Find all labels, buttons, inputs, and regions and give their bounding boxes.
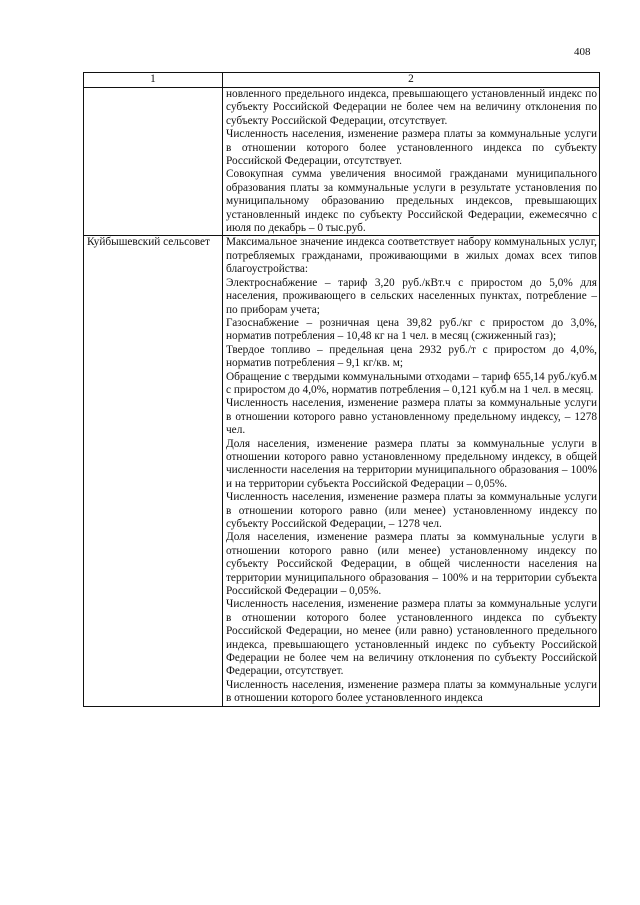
paragraph: Электроснабжение – тариф 3,20 руб./кВт.ч с приростом до 5,0% для населения, проживающего в сельских населенных пунктах, потребление – по приборам учета; <box>226 276 597 316</box>
column-header-2: 2 <box>223 73 600 88</box>
paragraph: Доля населения, изменение размера платы за коммунальные услуги в отношении которого равно установленному предельному индексу, в общей численности населения на территории муниципального образования – 100% и на территории субъекта Российской Федерации – 0,05%. <box>226 437 597 490</box>
paragraph: Численность населения, изменение размера платы за коммунальные услуги в отношении которого более установленного индекса <box>226 678 597 705</box>
table-row <box>84 236 600 706</box>
document-table <box>83 72 600 707</box>
municipality-cell: Куйбышевский сельсовет <box>84 236 223 706</box>
paragraph: Численность населения, изменение размера платы за коммунальные услуги в отношении которого равно (или менее) установленному индексу по субъекту Российской Федерации, – 1278 чел. <box>226 491 597 530</box>
paragraph: Численность населения, изменение размера платы за коммунальные услуги в отношении которого более установленного индекса по субъекту Российской Федерации, отсутствует. <box>226 128 597 168</box>
paragraph: Твердое топливо – предельная цена 2932 руб./т с приростом до 4,0%, норматив потребления – 9,1 кг/кв. м; <box>226 343 597 370</box>
paragraph: новленного предельного индекса, превышающего установленный индекс по субъекту Российской Федерации не более чем на величину отклонения по субъекту Российской Федерации, отсутствует. <box>226 88 597 127</box>
paragraph: Максимальное значение индекса соответствует набору коммунальных услуг, потребляемых гражданами, проживающими в жилых домах всех типов благоустройства: <box>226 236 597 276</box>
table-row <box>84 88 600 236</box>
paragraph: Доля населения, изменение размера платы за коммунальные услуги в отношении которого равно (или менее) установленному индексу по субъекту Российской Федерации, в общей численности населения на территории муниципального образования – 100% и на территории субъекта Российской Федерации – 0,05%. <box>226 531 597 598</box>
paragraph: Численность населения, изменение размера платы за коммунальные услуги в отношении которого равно установленному предельному индексу, – 1278 чел. <box>226 397 597 437</box>
description-cell <box>223 88 600 236</box>
paragraph: Обращение с твердыми коммунальными отходами – тариф 655,14 руб./куб.м с приростом до 4,0%, норматив потребления – 0,121 куб.м на 1 чел. в месяц. <box>226 370 597 396</box>
column-header-1: 1 <box>84 73 223 88</box>
description-cell <box>223 236 600 706</box>
page-number: 408 <box>574 46 591 58</box>
paragraph: Численность населения, изменение размера платы за коммунальные услуги в отношении которого более установленного индекса по субъекту Российской Федерации, но менее (или равно) установленного предельного индекса, превышающего установленный индекс по субъекту Российской Федерации не более чем на величину отклонения по субъекту Российской Федерации, отсутствует. <box>226 598 597 678</box>
paragraph: Газоснабжение – розничная цена 39,82 руб./кг с приростом до 3,0%, норматив потребления – 10,48 кг на 1 чел. в месяц (сжиженный газ); <box>226 316 597 343</box>
table-header-row <box>84 73 600 88</box>
paragraph: Совокупная сумма увеличения вносимой гражданами муниципального образования платы за коммунальные услуги в результате установления по муниципальному образованию предельных индексов, превышающих установленный индекс по субъекту Российской Федерации, ежемесячно с июля по декабрь – 0 тыс.руб. <box>226 168 597 235</box>
municipality-cell <box>84 88 223 236</box>
